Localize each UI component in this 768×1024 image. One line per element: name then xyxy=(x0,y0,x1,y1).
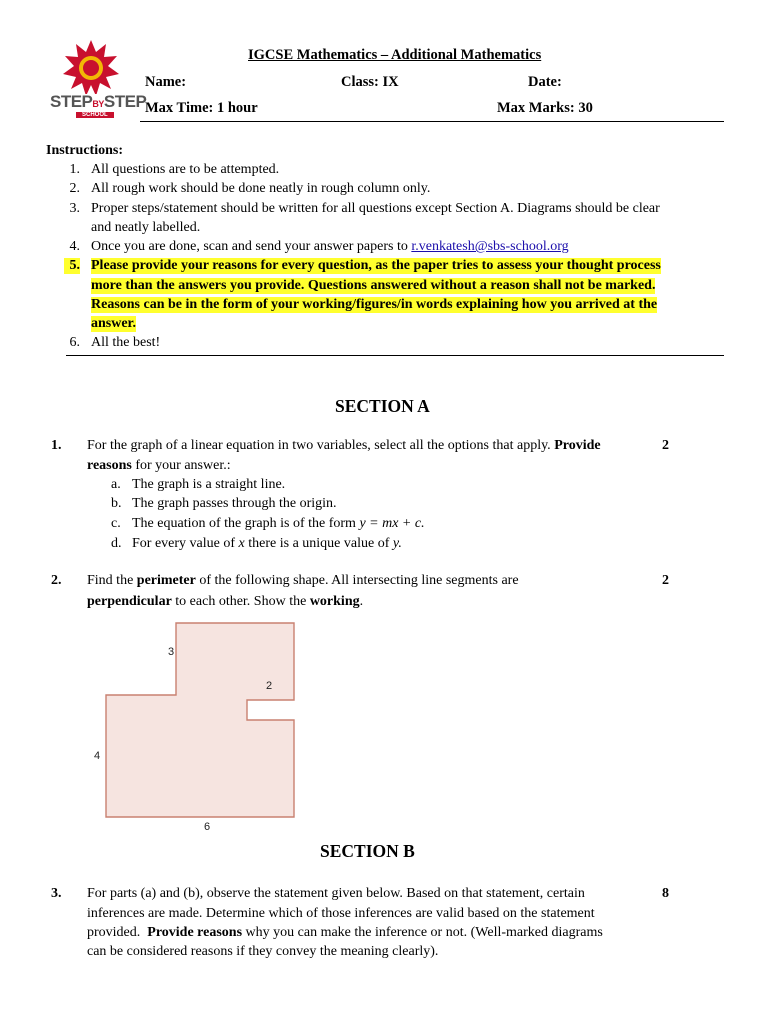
question-3-text-cont xyxy=(87,925,603,941)
q2-text: . xyxy=(359,594,364,609)
option-letter: d. xyxy=(111,536,122,551)
instruction-highlighted: Please provide your reasons for every question, as the paper tries to assess your thought process xyxy=(91,258,661,273)
question-marks: 2 xyxy=(662,573,669,588)
q2-emphasis: perpendicular xyxy=(87,594,172,609)
instruction-number-highlighted: 5. xyxy=(64,258,80,274)
name-label: Name: xyxy=(145,74,187,90)
logo-text-step2: STEP xyxy=(103,92,147,111)
paper-title: IGCSE Mathematics – Additional Mathematics xyxy=(248,47,542,63)
q3-text: provided. xyxy=(87,925,141,940)
variable-x: x xyxy=(238,536,245,551)
instruction-number: 6. xyxy=(69,335,80,350)
option-letter: b. xyxy=(111,496,122,511)
option-d-text: For every value of xyxy=(132,536,236,551)
shape-label-notch: 2 xyxy=(266,680,273,692)
q1-text: For the graph of a linear equation in two variables, select all the options that apply. xyxy=(87,438,551,453)
instruction-highlighted: answer. xyxy=(91,316,136,331)
option-d-text: there is a unique value of xyxy=(248,536,390,551)
logo-text-by: BY xyxy=(92,99,104,109)
logo-subtitle: SCHOOL xyxy=(76,112,114,118)
instruction-item: Proper steps/statement should be written for all questions except Section A. Diagrams should be clear xyxy=(91,201,660,216)
question-number: 2. xyxy=(51,573,62,588)
rectilinear-shape xyxy=(106,623,294,817)
instruction-number: 2. xyxy=(69,181,80,196)
school-logo xyxy=(46,36,147,120)
q3-emphasis: Provide reasons xyxy=(147,925,243,940)
q3-text: why you can make the inference or not. (Well-marked diagrams xyxy=(245,925,603,940)
max-marks-label: Max Marks: 30 xyxy=(497,100,593,116)
header-rule xyxy=(140,121,724,122)
perimeter-shape-figure xyxy=(100,618,300,823)
question-3-text-cont: inferences are made. Determine which of those inferences are valid based on the statement xyxy=(87,906,595,921)
shape-label-top: 3 xyxy=(168,646,175,658)
option-text xyxy=(132,536,402,552)
option-letter: c. xyxy=(111,516,121,531)
q2-text: to each other. Show the xyxy=(175,594,307,609)
question-3-text-cont: can be considered reasons if they convey the meaning clearly). xyxy=(87,944,439,959)
q2-text: of the following shape. All intersecting line segments are xyxy=(199,573,519,588)
q1-emphasis: Provide xyxy=(554,438,601,453)
q1-text: for your answer.: xyxy=(135,458,231,473)
instruction-item: All the best! xyxy=(91,335,161,350)
q1-emphasis: reasons xyxy=(87,458,132,473)
section-a-title: SECTION A xyxy=(335,396,430,416)
instruction-item: All questions are to be attempted. xyxy=(91,162,280,177)
email-link[interactable]: r.venkatesh@sbs-school.org xyxy=(411,239,569,254)
instruction-number: 1. xyxy=(69,162,80,177)
question-3-text: For parts (a) and (b), observe the statement given below. Based on that statement, certain xyxy=(87,886,585,901)
instruction-highlighted: Reasons can be in the form of your working/figures/in words explaining how you arrived at the xyxy=(91,297,658,312)
option-text: The graph is a straight line. xyxy=(132,477,286,492)
section-b-title: SECTION B xyxy=(320,841,415,861)
q2-emphasis: working xyxy=(309,594,360,609)
instruction-text: Once you are done, scan and send your answer papers to xyxy=(91,239,412,254)
equation: y = mx + c. xyxy=(359,516,425,531)
option-text: The graph passes through the origin. xyxy=(132,496,337,511)
date-label: Date: xyxy=(528,74,562,90)
instruction-highlighted: more than the answers you provide. Questions answered without a reason shall not be marked. xyxy=(91,278,656,293)
question-2-text xyxy=(87,573,519,589)
instructions-rule xyxy=(66,355,724,356)
q2-text: Find the xyxy=(87,573,134,588)
option-text xyxy=(132,516,425,532)
instruction-number: 3. xyxy=(69,201,80,216)
question-marks: 8 xyxy=(662,886,669,901)
question-marks: 2 xyxy=(662,438,669,453)
shape-label-bottom: 6 xyxy=(204,821,211,833)
shape-label-left: 4 xyxy=(94,750,101,762)
question-1-text xyxy=(87,438,601,454)
logo-text-step: STEP xyxy=(50,92,93,111)
instruction-number: 4. xyxy=(69,239,80,254)
instructions-heading: Instructions: xyxy=(46,143,124,158)
instruction-item: All rough work should be done neatly in rough column only. xyxy=(91,181,431,196)
option-c-text: The equation of the graph is of the form xyxy=(132,516,356,531)
instruction-item xyxy=(91,239,569,255)
question-number: 1. xyxy=(51,438,62,453)
instruction-item-cont: and neatly labelled. xyxy=(91,220,201,235)
class-label: Class: IX xyxy=(341,74,399,90)
question-number: 3. xyxy=(51,886,62,901)
q2-emphasis: perimeter xyxy=(136,573,196,588)
variable-y: y. xyxy=(392,536,402,551)
question-1-text-cont xyxy=(87,458,231,474)
option-letter: a. xyxy=(111,477,121,492)
max-time-label: Max Time: 1 hour xyxy=(145,100,258,116)
question-2-text-cont xyxy=(87,594,363,610)
